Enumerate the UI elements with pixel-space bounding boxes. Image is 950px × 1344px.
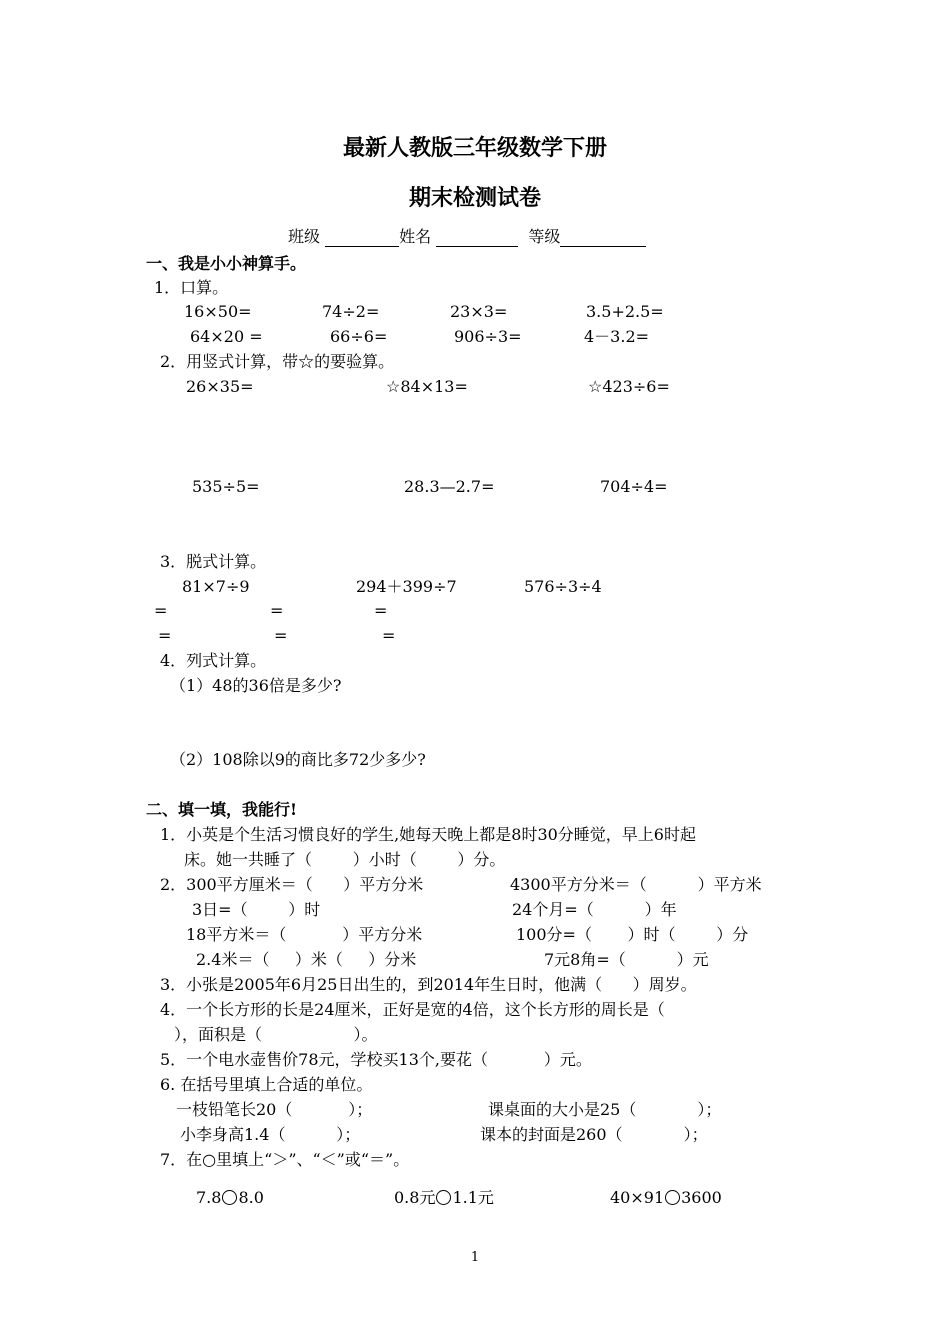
oral-calc: 906÷3= — [454, 327, 522, 346]
word-problem-2: （2）108除以9的商比多72少多少? — [170, 750, 426, 769]
equals-sign: = — [274, 626, 288, 645]
fill-q2-c: 3日=（ ）时 — [192, 900, 321, 919]
vertical-calc: 26×35= — [186, 377, 254, 396]
info-line — [288, 227, 646, 247]
unit-blank-2: 课桌面的大小是25（ ）； — [488, 1100, 722, 1119]
vertical-calc: 28.3—2.7= — [404, 477, 495, 496]
unit-blank-4: 课本的封面是260（ ）； — [480, 1125, 708, 1144]
fill-q4-line1: 4．一个长方形的长是24厘米，正好是宽的4倍，这个长方形的周长是（ — [160, 1000, 665, 1019]
grade-blank[interactable] — [560, 230, 646, 247]
fill-q2-f: 100分=（ ）时（ ）分 — [516, 925, 749, 944]
compare-circle[interactable] — [665, 1190, 680, 1205]
equals-sign: = — [158, 626, 172, 645]
vertical-calc: ☆423÷6= — [588, 377, 670, 396]
oral-calc: 74÷2= — [322, 302, 380, 321]
fill-q1-line1: 1．小英是个生活习惯良好的学生,她每天晚上都是8时30分睡觉，早上6时起 — [160, 825, 696, 844]
exam-title: 最新人教版三年级数学下册 — [342, 135, 607, 161]
fill-q2-g: 2.4米＝（ ）米（ ）分米 — [196, 950, 417, 969]
compare-circle[interactable] — [222, 1190, 237, 1205]
unit-blank-3: 小李身高1.4（ ）； — [180, 1125, 361, 1144]
oral-calc: 64×20 = — [190, 327, 263, 346]
class-blank[interactable] — [325, 230, 399, 247]
fill-q4-line2: ），面积是（ ）。 — [174, 1025, 378, 1044]
compare-item: 40×91 3600 — [610, 1188, 722, 1207]
fill-q2-b: 4300平方分米＝（ ）平方米 — [510, 875, 762, 894]
fill-q2-e: 18平方米＝（ ）平方分米 — [186, 925, 423, 944]
word-problem-1: （1）48的36倍是多少? — [170, 676, 342, 695]
fill-q2-a: 2．300平方厘米＝（ ）平方分米 — [160, 875, 424, 894]
fill-q5: 5．一个电水壶售价78元，学校买13个,要花（ ）元。 — [160, 1050, 592, 1069]
q4-label: 4．列式计算。 — [160, 651, 267, 670]
q3-label: 3．脱式计算。 — [160, 552, 267, 571]
class-label: 班级 — [288, 227, 321, 246]
step-calc: 81×7÷9 — [182, 577, 250, 596]
compare-item: 7.8 8.0 — [196, 1188, 264, 1207]
oral-calc: 4－3.2= — [584, 327, 650, 346]
oral-calc: 3.5+2.5= — [586, 302, 664, 321]
step-calc: 576÷3÷4 — [524, 577, 602, 596]
fill-q7-label: 7．在○里填上“＞”、“＜”或“＝”。 — [160, 1150, 410, 1169]
name-label: 姓名 — [399, 227, 432, 246]
exam-subtitle: 期末检测试卷 — [408, 185, 541, 211]
compare-item: 0.8元 1.1元 — [394, 1188, 494, 1207]
fill-q3: 3．小张是2005年6月25日出生的，到2014年生日时，他满（ ）周岁。 — [160, 975, 697, 994]
fill-q1-line2: 床。她一共睡了（ ）小时（ ）分。 — [184, 850, 506, 869]
section2-heading: 二、填一填，我能行! — [146, 800, 298, 819]
vertical-calc: 535÷5= — [192, 477, 260, 496]
q1-label: 1．口算。 — [154, 278, 229, 297]
section1-heading: 一、我是小小神算手。 — [146, 254, 307, 273]
oral-calc: 66÷6= — [330, 327, 388, 346]
equals-sign: = — [382, 626, 396, 645]
fill-q2-h: 7元8角=（ ）元 — [544, 950, 709, 969]
oral-calc: 16×50= — [184, 302, 252, 321]
oral-calc: 23×3= — [450, 302, 508, 321]
fill-q2-d: 24个月=（ ）年 — [512, 900, 677, 919]
q2-label: 2．用竖式计算，带☆的要验算。 — [160, 352, 395, 371]
equals-sign: = — [374, 601, 388, 620]
equals-sign: = — [270, 601, 284, 620]
step-calc: 294＋399÷7 — [356, 577, 457, 596]
name-blank[interactable] — [436, 230, 518, 247]
page-number: 1 — [470, 1250, 480, 1265]
vertical-calc: 704÷4= — [600, 477, 668, 496]
unit-blank-1: 一枝铅笔长20（ ）； — [176, 1100, 373, 1119]
fill-q6-label: 6. 在括号里填上合适的单位。 — [160, 1075, 373, 1094]
vertical-calc: ☆84×13= — [386, 377, 468, 396]
equals-sign: = — [154, 601, 168, 620]
compare-circle[interactable] — [436, 1190, 451, 1205]
grade-label: 等级 — [528, 227, 561, 246]
